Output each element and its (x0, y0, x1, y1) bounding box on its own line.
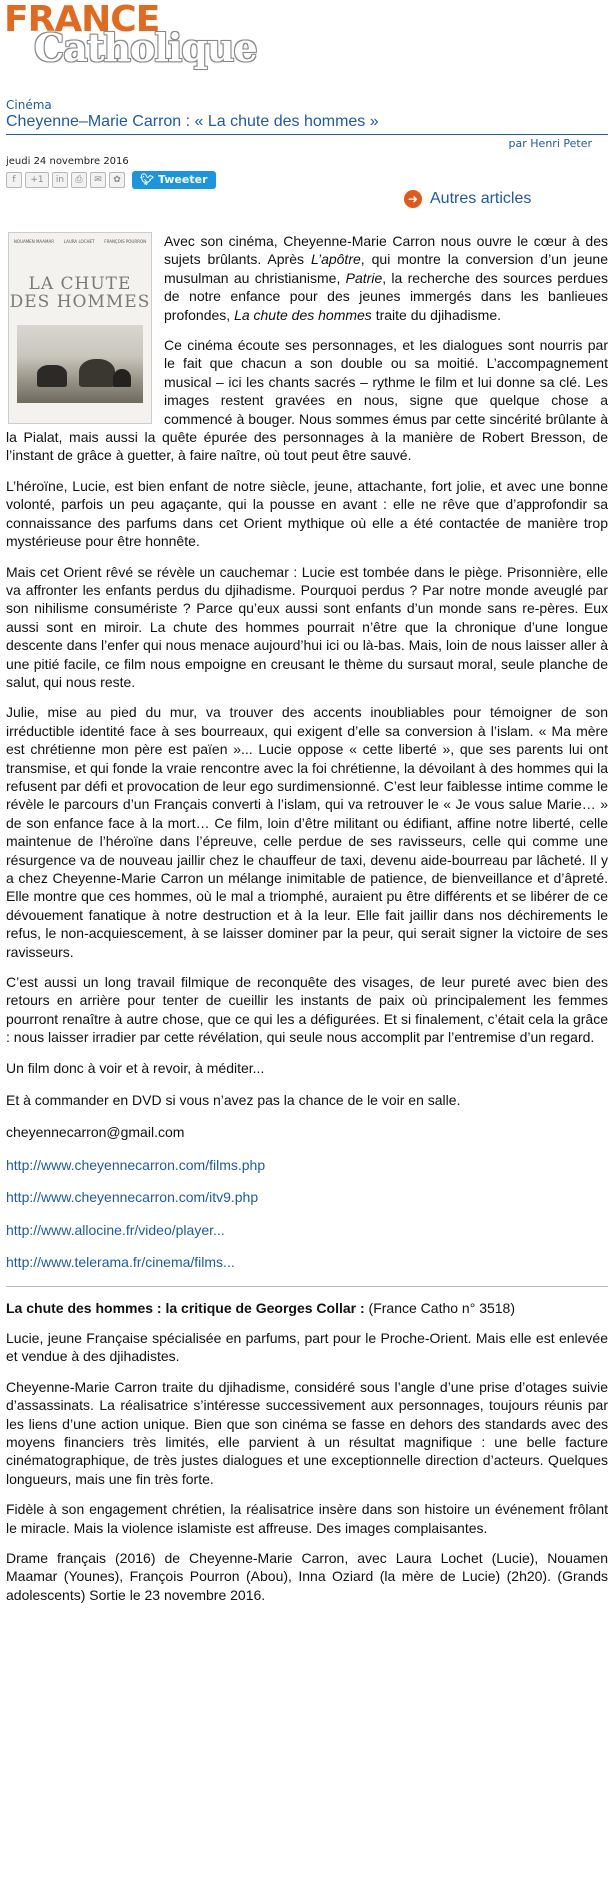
closing-line: Et à commander en DVD si vous n’avez pas la chance de le voir en salle. (6, 1092, 461, 1109)
tweet-label: Tweeter (157, 173, 208, 186)
critique-paragraph: Drame français (2016) de Cheyenne-Marie Carron, avec Laura Lochet (Lucie), Nouamen Maamar (Younes), François Pourron (Abou), Inna Oziard (la mère de Lucie) (2h20). (Grands adolescents) Sortie le 23 novembre 2016. (6, 1549, 608, 1603)
publish-date: jeudi 24 novembre 2016 (6, 156, 129, 167)
critique-title: La chute des hommes : la critique de Georges Collar : (6, 1299, 365, 1316)
twitter-bird-icon: 🐦︎ (140, 173, 154, 186)
poster-spacer (6, 232, 156, 428)
external-link[interactable]: http://www.cheyennecarron.com/films.php (6, 1156, 266, 1173)
google-plus-icon[interactable]: +1 (25, 172, 49, 188)
poster-cast-name: NOUAMEN MAAMAR (13, 239, 54, 244)
critique-heading (6, 1299, 608, 1317)
rubric-link[interactable]: Cinéma (6, 98, 52, 112)
critique-paragraph: Cheyenne-Marie Carron traite du djihadisme, considéré sous l’angle d’une prise d’otages suivie d’assassinats. La réalisatrice s’intéresse successivement aux personnages, toujours réunis par les liens d’une action unique. Bien que son cinéma se fasse en dehors des standards avec des moyens financiers très limités, elle parvient à un résultat magnifique : une belle facture cinématographique, de très justes dialogues et une exceptionnelle direction d’acteurs. Quelques longueurs, mais une fin très forte. (6, 1378, 608, 1487)
text-run: , la recherche des sources perdues de notre enfance pour des jeunes immergés dans les banlieues profondes, (164, 269, 608, 323)
critique-source: (France Catho n° 3518) (364, 1299, 515, 1316)
article-paragraph: Julie, mise au pied du mur, va trouver des accents inoubliables pour témoigner de son irréductible identité face à ses bourreaux, qui exigent d’elle sa conversion à l’islam. « Ma mère est chrétienne mon père est païen »... Lucie oppose « cette liberté », que ses parents lui ont transmise, et qui fonde la vraie rencontre avec la foi chrétienne, la dévoilant à des hommes qui la refusent par défi et provocation de leur ego surdimensionné. C’est leur faiblesse intime comme le révèle le parcours d’un Français converti à l’islam, qui va retrouver le « Je vous salue Marie… » de son enfance face à la mort… Ce film, loin d’être militant ou édifiant, affine notre liberté, celle maintenue de l’héroïne dans l’épreuve, celle perdue de ses ravisseurs, celle qui comme une résurgence va de nouveau jaillir chez le chauffeur de taxi, devenu aide-bourreau par lâcheté. Il y a chez Cheyenne-Marie Carron un mélange inimitable de patience, de bienveillance et d’âpreté. Elle montre que ces hommes, où le mal a triomphé, auraient pu être différents et se libérer de ce dévouement fanatique à notre destruction et à la leur. Elle fait jaillir dans nos déchirements le refus, le non-acquiescement, à se laisser dominer par la peur, qui serait signer la victoire de ses ravisseurs. (6, 704, 608, 960)
contact-email: cheyennecarron@gmail.com (6, 1124, 185, 1141)
print-icon[interactable]: ⎙ (71, 172, 87, 188)
site-logo[interactable] (4, 2, 264, 70)
critique-paragraph: Fidèle à son engagement chrétien, la réalisatrice insère dans son histoire un événement frôlant le miracle. Mais la violence islamiste est affreuse. Des images complaisantes. (6, 1501, 608, 1536)
poster-cast-name: LAURA LOCHET (63, 239, 95, 244)
article-paragraph: Mais cet Orient rêvé se révèle un cauchemar : Lucie est tombée dans le piège. Prisonnière, elle va affronter les enfants perdus du djihadisme. Pourquoi perdus ? Par notre monde aveuglé par son nihilisme consumériste ? Parce qu’eux aussi sont enfants d’un monde sans re-pères. Eux aussi sont en miroir. La chute des hommes pourrait n’être que la chronique d’une longue descente dans l’enfer qui nous menace aujourd’hui ici ou là-bas. Mais, loin de nous laisser aller à une pitié facile, ce film nous empoigne en creusant le thème du sursaut moral, seule planche de salut, qui nous reste. (6, 563, 608, 690)
article-body (6, 232, 608, 1616)
share-bar (6, 170, 216, 190)
settings-icon[interactable]: ✿ (109, 172, 125, 188)
external-link[interactable]: http://www.cheyennecarron.com/itv9.php (6, 1189, 259, 1206)
section-divider (6, 1286, 608, 1287)
email-icon[interactable]: ✉ (90, 172, 106, 188)
poster-title-line: DES HOMMES (9, 292, 151, 312)
linkedin-icon[interactable]: in (52, 172, 68, 188)
film-title: La chute des hommes (234, 306, 372, 323)
article-paragraph: L’héroïne, Lucie, est bien enfant de notre siècle, jeune, attachante, fort jolie, et avec une bonne volonté, parfois un peu agaçante, qui la pousse en avant : elle ne rêve que d’approfondir sa connaissance des parfums dans cet Orient mythique où elle a été contactée de manière trop mystérieuse pour être honnête. (6, 477, 608, 550)
external-link[interactable]: http://www.allocine.fr/video/player... (6, 1221, 225, 1238)
logo-line1: FRANCE (4, 0, 160, 40)
text-run: traite du djihadisme. (371, 306, 501, 323)
closing-line: Un film donc à voir et à revoir, à méditer... (6, 1059, 265, 1076)
poster-title-line: LA CHUTE (28, 274, 132, 294)
film-title: L’apôtre (310, 251, 361, 268)
text-run: Avec son cinéma, Cheyenne-Marie Carron nous ouvre le cœur à des sujets brûlants. Après (164, 233, 608, 268)
author-byline: par Henri Peter (508, 137, 592, 150)
article-paragraph: C’est aussi un long travail filmique de reconquête des visages, de leur pureté avec bien des retours en arrière pour tenter de cueillir les instants de paix où principalement les femmes pourront renaître à autre chose, que ce qui les a défigurées. Et si finalement, c’était cela la grâce : nous laisser irradier par cette révélation, qui seule nous accomplit par l’entremise d’un regard. (6, 974, 608, 1046)
film-title: Patrie (345, 269, 383, 286)
more-articles-label: Autres articles (430, 190, 532, 207)
critique-paragraph: Lucie, jeune Française spécialisée en parfums, part pour le Proche-Orient. Mais elle est enlevée et vendue à des djihadistes. (6, 1329, 608, 1365)
arrow-right-icon: ➜ (404, 190, 422, 208)
facebook-icon[interactable]: f (6, 172, 22, 188)
external-link[interactable]: http://www.telerama.fr/cinema/films... (6, 1254, 235, 1271)
article-paragraph: Ce cinéma écoute ses personnages, et les dialogues sont nourris par le fait que chacun a son double ou sa moitié. L’accompagnement musical – ici les chants sacrés – rythme le film et lui donne sa clé. Les images restent gravées en nous, signe que quelque chose a commencé à bouger. Nous sommes émus par cette sincérité brûlante à la Pialat, mais aussi la quête épurée des personnages à la manière de Robert Bresson, de l’instant de grâce à guetter, à faire naître, où tout peut être sauvé. (6, 337, 608, 464)
more-articles-link[interactable] (404, 190, 531, 208)
text-run: , qui montre la conversion d’un jeune musulman au christianisme, (164, 251, 608, 286)
tweet-button[interactable] (132, 171, 216, 189)
logo-line2: Catholique (34, 25, 257, 70)
page-title: Cheyenne–Marie Carron : « La chute des hommes » (6, 113, 379, 130)
title-divider (6, 134, 608, 135)
poster-cast-name: FRANÇOIS POURRON (104, 239, 147, 244)
